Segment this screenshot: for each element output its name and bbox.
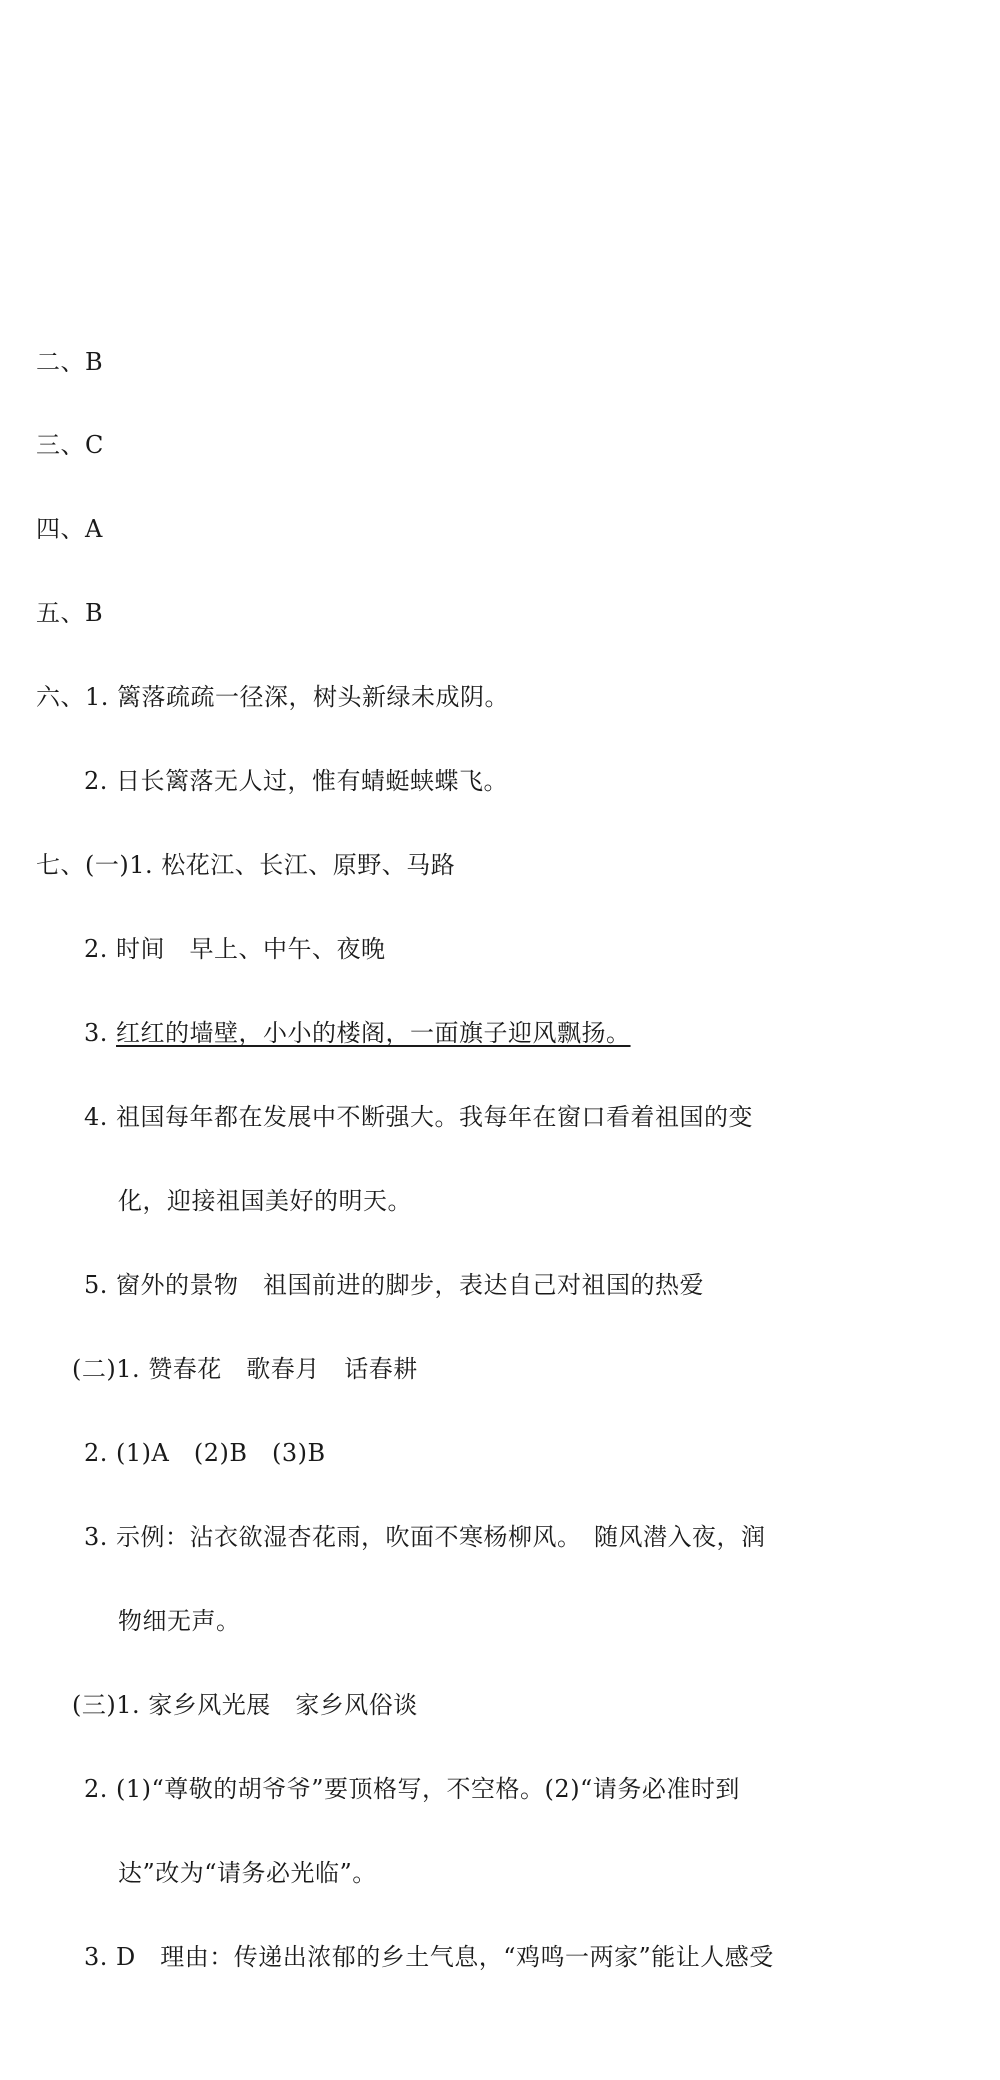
answer-line: 物细无声。 xyxy=(118,1607,241,1635)
answer-line: 3. 示例：沾衣欲湿杏花雨，吹面不寒杨柳风。 随风潜入夜，润 xyxy=(84,1523,766,1551)
underlined-answer: 红红的墙壁，小小的楼阁，一面旗子迎风飘扬。 xyxy=(116,1019,631,1047)
answer-line: 2. 日长篱落无人过，惟有蜻蜓蛱蝶飞。 xyxy=(84,767,509,795)
answer-line: 4. 祖国每年都在发展中不断强大。我每年在窗口看着祖国的变 xyxy=(84,1103,754,1131)
answer-line: 二、B xyxy=(36,348,104,376)
answer-line: 2. (1)“尊敬的胡爷爷”要顶格写，不空格。(2)“请务必准时到 xyxy=(84,1775,740,1803)
answer-line: 七、(一)1. 松花江、长江、原野、马路 xyxy=(36,851,456,879)
answer-line: 3. 红红的墙壁，小小的楼阁，一面旗子迎风飘扬。 xyxy=(84,1019,631,1047)
answer-line: 2. (1)A (2)B (3)B xyxy=(84,1439,326,1467)
answer-line: 3. D 理由：传递出浓郁的乡土气息，“鸡鸣一两家”能让人感受 xyxy=(84,1943,774,1971)
answer-line: 三、C xyxy=(36,431,104,459)
answer-line: 五、B xyxy=(36,599,104,627)
answer-line: 2. 时间 早上、中午、夜晚 xyxy=(84,935,386,963)
answer-line: 5. 窗外的景物 祖国前进的脚步，表达自己对祖国的热爱 xyxy=(84,1271,705,1299)
answer-line: 四、A xyxy=(36,515,103,543)
answer-line: (二)1. 赞春花 歌春月 话春耕 xyxy=(72,1355,418,1383)
answer-line: 化，迎接祖国美好的明天。 xyxy=(118,1187,412,1215)
answer-line: (三)1. 家乡风光展 家乡风俗谈 xyxy=(72,1691,418,1719)
answer-line: 六、1. 篱落疏疏一径深，树头新绿未成阴。 xyxy=(36,683,510,711)
answer-line: 达”改为“请务必光临”。 xyxy=(118,1859,377,1887)
